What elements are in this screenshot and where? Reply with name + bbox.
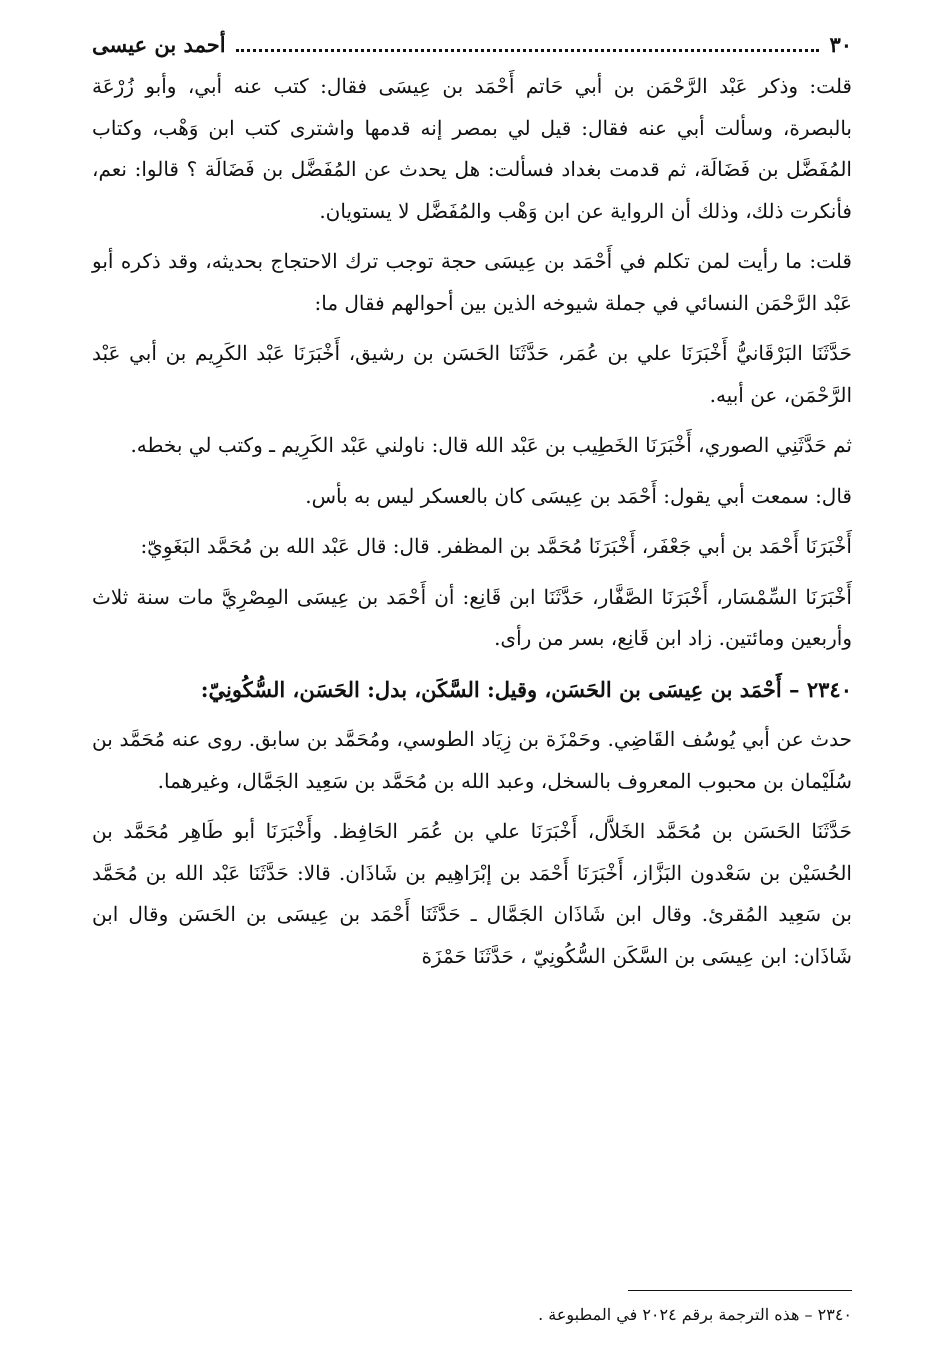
footnote: ٢٣٤٠ – هذه الترجمة برقم ٢٠٢٤ في المطبوعة . [538,1305,852,1324]
entry-heading-2340: ٢٣٤٠ – أَحْمَد بن عِيسَى بن الحَسَن، وقيل: السَّكَن، بدل: الحَسَن، السُّكُونِيّ: [200,676,852,702]
paragraph-1: قلت: وذكر عَبْد الرَّحْمَن بن أبي حَاتم أَحْمَد بن عِيسَى فقال: كتب عنه أبي، وأبو زُرْعَة بالبصرة، وسألت أبي عنه فقال: قيل لي بمصر إنه قدمها واشترى كتب ابن وَهْب، وكتاب المُفَضَّل بن فَضَالَة، ثم قدمت بغداد فسألت: هل يحدث عن المُفَضَّل بن فَضَالَة ؟ قالوا: نعم، فأنكرت ذلك، وذلك أن الرواية عن ابن وَهْب والمُفَضَّل لا يستويان. [92,74,852,223]
page-body [92,28,852,986]
running-title: أحمد بن عيسى [92,32,226,57]
paragraph-5: قال: سمعت أبي يقول: أَحْمَد بن عِيسَى كان بالعسكر ليس به بأس. [305,483,852,508]
page-number: ٣٠ [829,32,852,57]
paragraph-4: ثم حَدَّثَنِي الصوري، أَخْبَرَنَا الخَطِيب بن عَبْد الله قال: ناولني عَبْد الكَرِيم ـ وكتب لي بخطه. [130,433,852,457]
footnote-rule [628,1290,852,1291]
paragraph-6: أَخْبَرَنَا أَحْمَد بن أبي جَعْفَر، أَخْبَرَنَا مُحَمَّد بن المظفر. قال: قال عَبْد الله بن مُحَمَّد البَغَوِيّ: [140,534,852,558]
running-header [92,28,852,62]
paragraph-7: أَخْبَرَنَا السِّمْسَار، أَخْبَرَنَا الصَّفَّار، حَدَّثَنَا ابن قَانِع: أن أَحْمَد بن عِيسَى المِصْرِيَّ مات سنة ثلاث وأربعين ومائتين. زاد ابن قَانِع، بسر من رأى. [92,584,852,650]
header-dot-leader [236,37,820,52]
paragraph-2: قلت: ما رأيت لمن تكلم في أَحْمَد بن عِيسَى حجة توجب ترك الاحتجاج بحديثه، وقد ذكره أبو عَبْد الرَّحْمَن النسائي في جملة شيوخه الذين بين أحوالهم فقال ما: [92,249,852,315]
paragraph-10: حَدَّثَنَا الحَسَن بن مُحَمَّد الخَلاَّل، أَخْبَرَنَا علي بن عُمَر الحَافِظ. وأَخْبَرَنَا أبو طَاهِر مُحَمَّد بن الحُسَيْن بن سَعْدون البَزَّاز، أَخْبَرَنَا أَحْمَد بن إبْرَاهِيم بن شَاذَان. قالا: حَدَّثَنَا عَبْد الله بن مُحَمَّد بن سَعِيد المُقرئ. وقال ابن شَاذَان الجَمَّال ـ حَدَّثَنَا أَحْمَد بن عِيسَى بن الحَسَن وقال ابن شَاذَان: ابن عِيسَى بن السَّكَن السُّكُونِيّ ، حَدَّثَنَا حَمْزَة [92,819,852,968]
paragraph-3: حَدَّثَنَا البَرْقَانيُّ أَخْبَرَنَا علي بن عُمَر، حَدَّثَنَا الحَسَن بن رشيق، أَخْبَرَنَا عَبْد الكَرِيم بن أبي عَبْد الرَّحْمَن، عن أبيه. [92,341,852,407]
paragraph-9: حدث عن أبي يُوسُف القَاضِي. وحَمْزَة بن زِيَاد الطوسي، ومُحَمَّد بن سابق. روى عنه مُحَمَّد بن سُلَيْمان بن محبوب المعروف بالسخل، وعبد الله بن مُحَمَّد بن سَعِيد الجَمَّال، وغيرهما. [92,727,852,793]
